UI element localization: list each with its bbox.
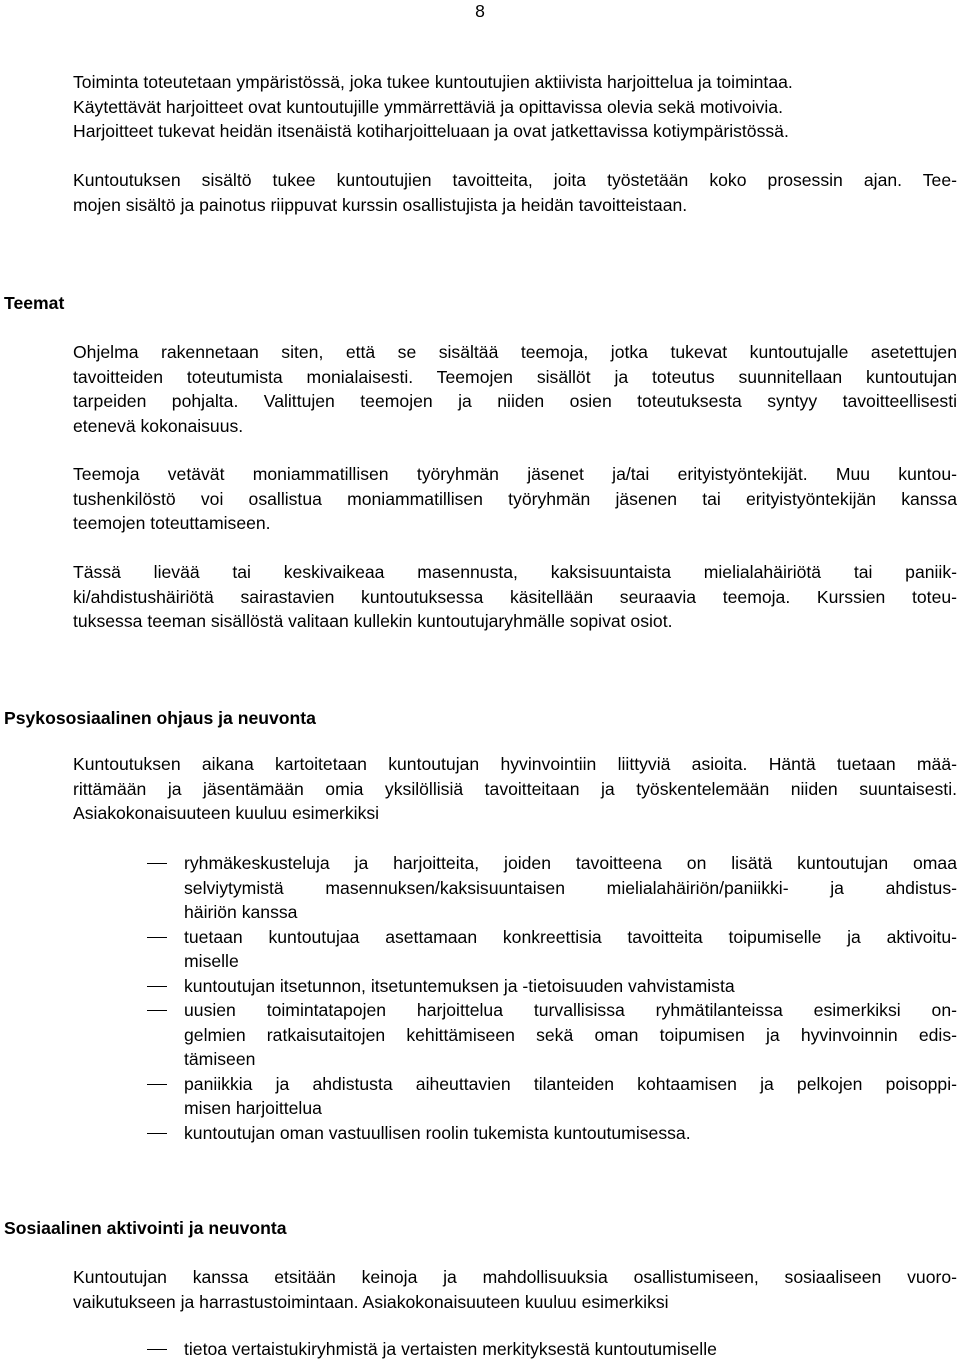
dash-bullet-icon: [147, 1084, 167, 1085]
text-line: vaikutukseen ja harrastustoimintaan. Asiakokonaisuuteen kuuluu esimerkiksi: [73, 1291, 669, 1312]
text-line: Toiminta toteutetaan ympäristössä, joka tukee kuntoutujien aktiivista harjoittelua ja toimintaa.: [73, 72, 793, 92]
text-line: teemojen toteuttamiseen.: [73, 513, 271, 533]
text-line: häiriön kanssa: [184, 902, 298, 922]
psykososiaalinen-list: [0, 851, 960, 1145]
teemat-paragraph-3: [73, 560, 957, 634]
section-heading-psykososiaalinen: Psykososiaalinen ohjaus ja neuvonta: [4, 708, 316, 728]
text-line: kuntoutujan oman vastuullisen roolin tukemista kuntoutumisessa.: [184, 1122, 691, 1143]
text-line: ryhmäkeskusteluja ja harjoitteita, joiden tavoitteena on lisätä kuntoutujan omaa: [184, 853, 957, 873]
dash-bullet-icon: [147, 1133, 167, 1134]
text-line: ki/ahdistushäiriötä sairastavien kuntoutuksessa käsitellään seuraavia teemoja. Kurssien toteu-: [73, 586, 957, 607]
text-line: Harjoitteet tukevat heidän itsenäistä kotiharjoitteluaan ja ovat jatkettavissa kotiympäristössä.: [73, 121, 789, 141]
dash-bullet-icon: [147, 1349, 167, 1350]
text-line: Tässä lievää tai keskivaikeaa masennusta, kaksisuuntaista mielialahäiriötä tai paniik-: [73, 562, 957, 582]
list-item: [0, 974, 960, 999]
list-item: [0, 925, 960, 974]
text-line: mojen sisältö ja painotus riippuvat kurssin osallistujista ja heidän tavoitteistaan.: [73, 194, 688, 215]
text-line: selviytymistä masennuksen/kaksisuuntaisen mielialahäiriön/paniikki- ja ahdistus-: [184, 877, 957, 898]
text-line: etenevä kokonaisuus.: [73, 415, 244, 436]
sosiaalinen-paragraph: [73, 1265, 957, 1314]
list-item: [0, 1121, 960, 1146]
text-line: paniikkia ja ahdistusta aiheuttavien tilanteiden kohtaamisen ja pelkojen poisoppi-: [184, 1073, 957, 1094]
list-item: [0, 998, 960, 1072]
text-line: tämiseen: [184, 1049, 256, 1069]
dash-bullet-icon: [147, 986, 167, 987]
text-line: gelmien ratkaisutaitojen kehittämiseen sekä oman toipumisen ja hyvinvoinnin edis-: [184, 1024, 957, 1045]
text-line: Ohjelma rakennetaan siten, että se sisältää teemoja, jotka tukevat kuntoutujalle asetettujen: [73, 342, 957, 362]
text-line: Kuntoutujan kanssa etsitään keinoja ja mahdollisuuksia osallistumiseen, sosiaaliseen vuoro-: [73, 1267, 957, 1287]
text-line: tarpeiden pohjalta. Valittujen teemojen ja niiden osien toteutuksesta syntyy tavoitteellisesti: [73, 391, 957, 411]
text-line: Teemoja vetävät moniammatillisen työryhmän jäsenet ja/tai erityistyöntekijät. Muu kuntou-: [73, 464, 957, 484]
text-line: Käytettävät harjoitteet ovat kuntoutujille ymmärrettäviä ja opittavissa olevia sekä motivoivia.: [73, 96, 783, 117]
section-heading-teemat: Teemat: [4, 293, 65, 313]
text-line: kuntoutujan itsetunnon, itsetuntemuksen ja -tietoisuuden vahvistamista: [184, 975, 735, 996]
text-line: Kuntoutuksen sisältö tukee kuntoutujien tavoitteita, joita työstetään koko prosessin ajan. Tee-: [73, 170, 957, 190]
sosiaalinen-list: [0, 1337, 960, 1362]
text-line: tuetaan kuntoutujaa asettamaan konkreettisia tavoitteita toipumiselle ja aktivoitu-: [184, 926, 957, 947]
text-line: tietoa vertaistukiryhmistä ja vertaisten merkityksestä kuntoutumiselle: [184, 1339, 717, 1359]
intro-paragraph-2: [73, 168, 957, 217]
text-line: tushenkilöstö voi osallistua moniammatillisen työryhmän jäsenen tai erityistyöntekijän kanssa: [73, 488, 957, 509]
dash-bullet-icon: [147, 937, 167, 938]
teemat-paragraph-1: [73, 340, 957, 438]
dash-bullet-icon: [147, 863, 167, 864]
text-line: miselle: [184, 951, 239, 971]
page-number: 8: [475, 1, 485, 21]
psykososiaalinen-paragraph: [73, 752, 957, 826]
text-line: uusien toimintatapojen harjoittelua turvallisissa ryhmätilanteissa esimerkiksi on-: [184, 1000, 957, 1020]
text-line: tavoitteiden toteutumista monialaisesti. Teemojen sisällöt ja toteutus suunnitellaan kuntoutujan: [73, 366, 957, 387]
text-line: Kuntoutuksen aikana kartoitetaan kuntoutujan hyvinvointiin liittyviä asioita. Häntä tuetaan mää-: [73, 754, 957, 774]
intro-paragraph-1: [73, 70, 957, 144]
text-line: tuksessa teeman sisällöstä valitaan kullekin kuntoutujaryhmälle sopivat osiot.: [73, 611, 673, 631]
section-heading-sosiaalinen: Sosiaalinen aktivointi ja neuvonta: [4, 1218, 287, 1238]
list-item: [0, 1072, 960, 1121]
text-line: misen harjoittelua: [184, 1098, 322, 1118]
list-item: [0, 851, 960, 925]
dash-bullet-icon: [147, 1010, 167, 1011]
text-line: Asiakokonaisuuteen kuuluu esimerkiksi: [73, 803, 380, 823]
teemat-paragraph-2: [73, 462, 957, 536]
text-line: rittämään ja jäsentämään omia yksilöllisiä tavoitteitaan ja työskentelemään niiden suuntaisesti.: [73, 778, 957, 799]
list-item: [0, 1337, 960, 1362]
